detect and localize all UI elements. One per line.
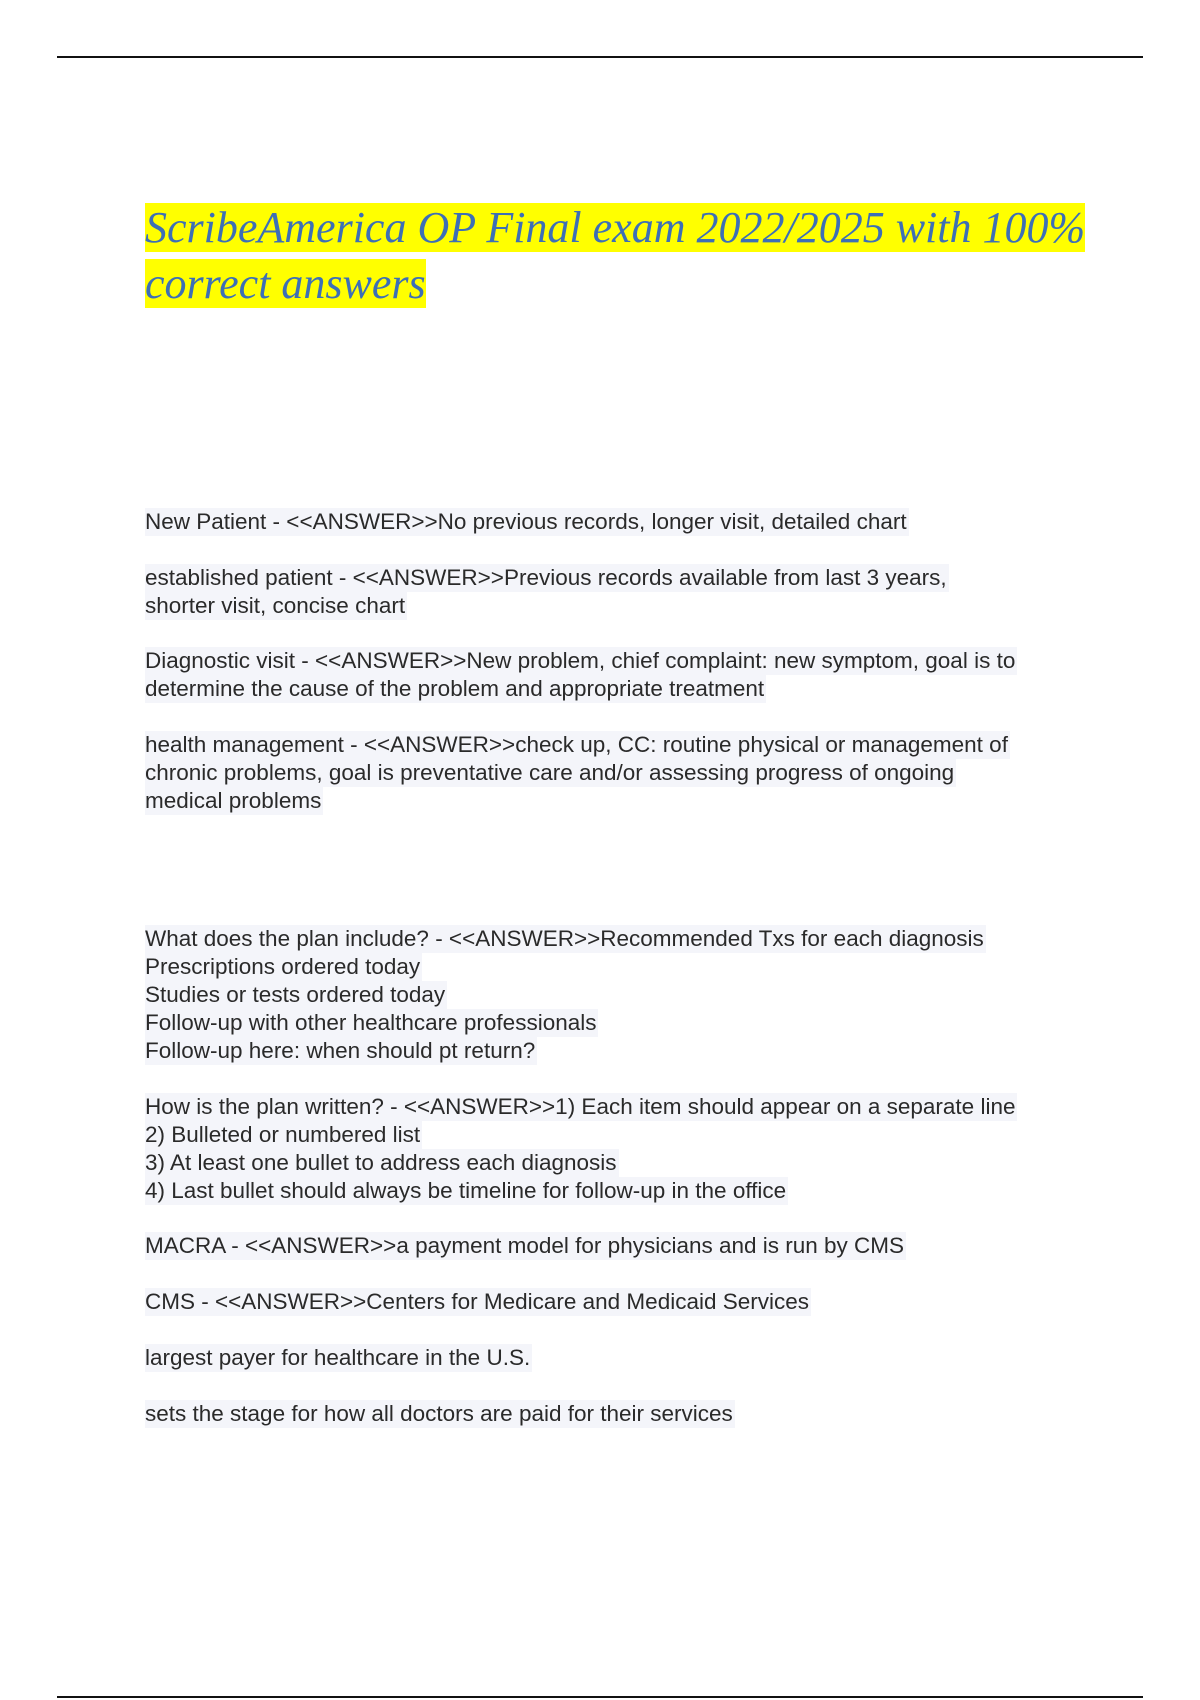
qa-line: determine the cause of the problem and appropriate treatment [145,676,765,701]
qa-line: health management - <<ANSWER>>check up, CC: routine physical or management of [145,732,1008,757]
qa-sets-stage [145,1400,1105,1428]
qa-line: CMS - <<ANSWER>>Centers for Medicare and Medicaid Services [145,1289,810,1314]
qa-line: What does the plan include? - <<ANSWER>>Recommended Txs for each diagnosis [145,926,984,951]
qa-line: 2) Bulleted or numbered list [145,1122,421,1147]
qa-line: medical problems [145,788,322,813]
qa-line: established patient - <<ANSWER>>Previous records available from last 3 years, [145,565,947,590]
qa-line: MACRA - <<ANSWER>>a payment model for physicians and is run by CMS [145,1233,905,1258]
qa-line: largest payer for healthcare in the U.S. [145,1345,531,1370]
qa-established-patient [145,564,1105,620]
qa-line: Follow-up with other healthcare professionals [145,1010,597,1035]
qa-cms [145,1288,1105,1316]
qa-plan-include [145,925,1105,1065]
qa-line: chronic problems, goal is preventative care and/or assessing progress of ongoing [145,760,955,785]
qa-line: New Patient - <<ANSWER>>No previous records, longer visit, detailed chart [145,509,907,534]
qa-line: Studies or tests ordered today [145,982,446,1007]
bottom-rule [57,1696,1143,1698]
qa-line: shorter visit, concise chart [145,593,406,618]
document-title [145,200,1145,312]
title-highlight: ScribeAmerica OP Final exam 2022/2025 with 100% correct answers [145,203,1086,308]
top-rule [57,56,1143,58]
qa-line: Diagnostic visit - <<ANSWER>>New problem, chief complaint: new symptom, goal is to [145,648,1016,673]
qa-line: 3) At least one bullet to address each diagnosis [145,1150,617,1175]
qa-line: 4) Last bullet should always be timeline for follow-up in the office [145,1178,787,1203]
qa-plan-written [145,1093,1105,1205]
qa-line: Prescriptions ordered today [145,954,421,979]
qa-new-patient [145,508,1105,536]
qa-line: How is the plan written? - <<ANSWER>>1) Each item should appear on a separate line [145,1094,1016,1119]
qa-health-management [145,731,1105,815]
qa-diagnostic-visit [145,647,1105,703]
qa-largest-payer [145,1344,1105,1372]
qa-line: sets the stage for how all doctors are paid for their services [145,1401,733,1426]
qa-macra [145,1232,1105,1260]
qa-line: Follow-up here: when should pt return? [145,1038,536,1063]
